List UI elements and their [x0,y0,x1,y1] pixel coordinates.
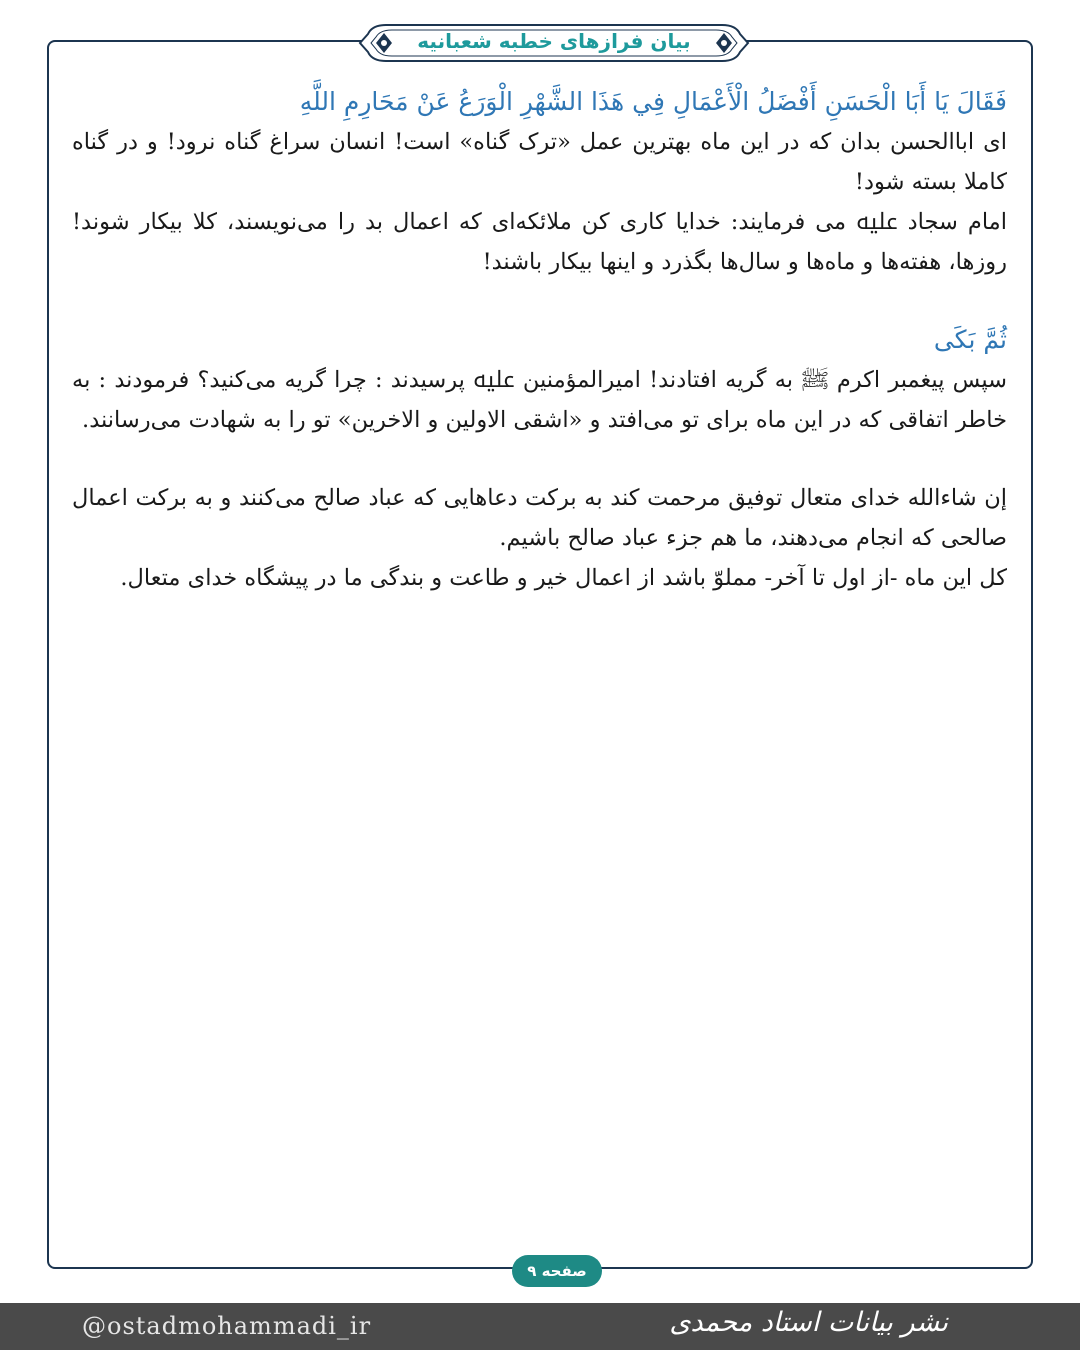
header-plaque [356,22,752,64]
arabic-quote-1: فَقَالَ يَا أَبَا الْحَسَنِ أَفْضَلُ الْأَعْمَالِ فِي هَذَا الشَّهْرِ الْوَرَعُ عَنْ مَحَارِمِ اللَّهِ [299,87,1007,116]
paragraph-3: سپس پیغمبر اکرم ﷺ به گریه افتادند! امیرالمؤمنین ﷷ پرسیدند : چرا گریه می‌کنید؟ فرمودند : به خاطر اتفاقی که در این ماه برای تو می‌افتد و «اشقی الاولین و الاخرین» تو را به شهادت می‌رسانند. [72,367,1007,433]
footer-bar [0,1303,1080,1350]
content-body [72,82,1007,598]
page-number-badge: صفحه ۹ [512,1255,602,1287]
paragraph-5: کل این ماه -از اول تا آخر- مملوّ باشد از اعمال خیر و طاعت و بندگی ما در پیشگاه خدای متعال. [120,565,1007,591]
social-handle[interactable]: @ostadmohammadi_ir [82,1312,372,1340]
arabic-quote-2: ثُمَّ بَكَى [933,325,1007,354]
paragraph-4: إن شاءالله خدای متعال توفیق مرحمت کند به برکت دعاهایی که عباد صالح می‌کنند و به برکت اعمال صالحی که انجام می‌دهند، ما هم جزء عباد صالح باشیم. [72,485,1007,551]
paragraph-1: ای اباالحسن بدان که در این ماه بهترین عمل «ترک گناه» است! انسان سراغ گناه نرود! و در گناه کاملا بسته شود! [72,129,1007,195]
paragraph-2: امام سجاد ﷷ می فرمایند: خدایا کاری کن ملائکه‌ای که اعمال بد را می‌نویسند، کلا بیکار شوند! روزها، هفته‌ها و ماه‌ها و سال‌ها بگذرد و اینها بیکار باشند! [72,209,1007,275]
header-title: بیان فرازهای خطبه شعبانیه [417,29,691,53]
brand-signature: نشر بیانات استاد محمدی [669,1307,948,1338]
